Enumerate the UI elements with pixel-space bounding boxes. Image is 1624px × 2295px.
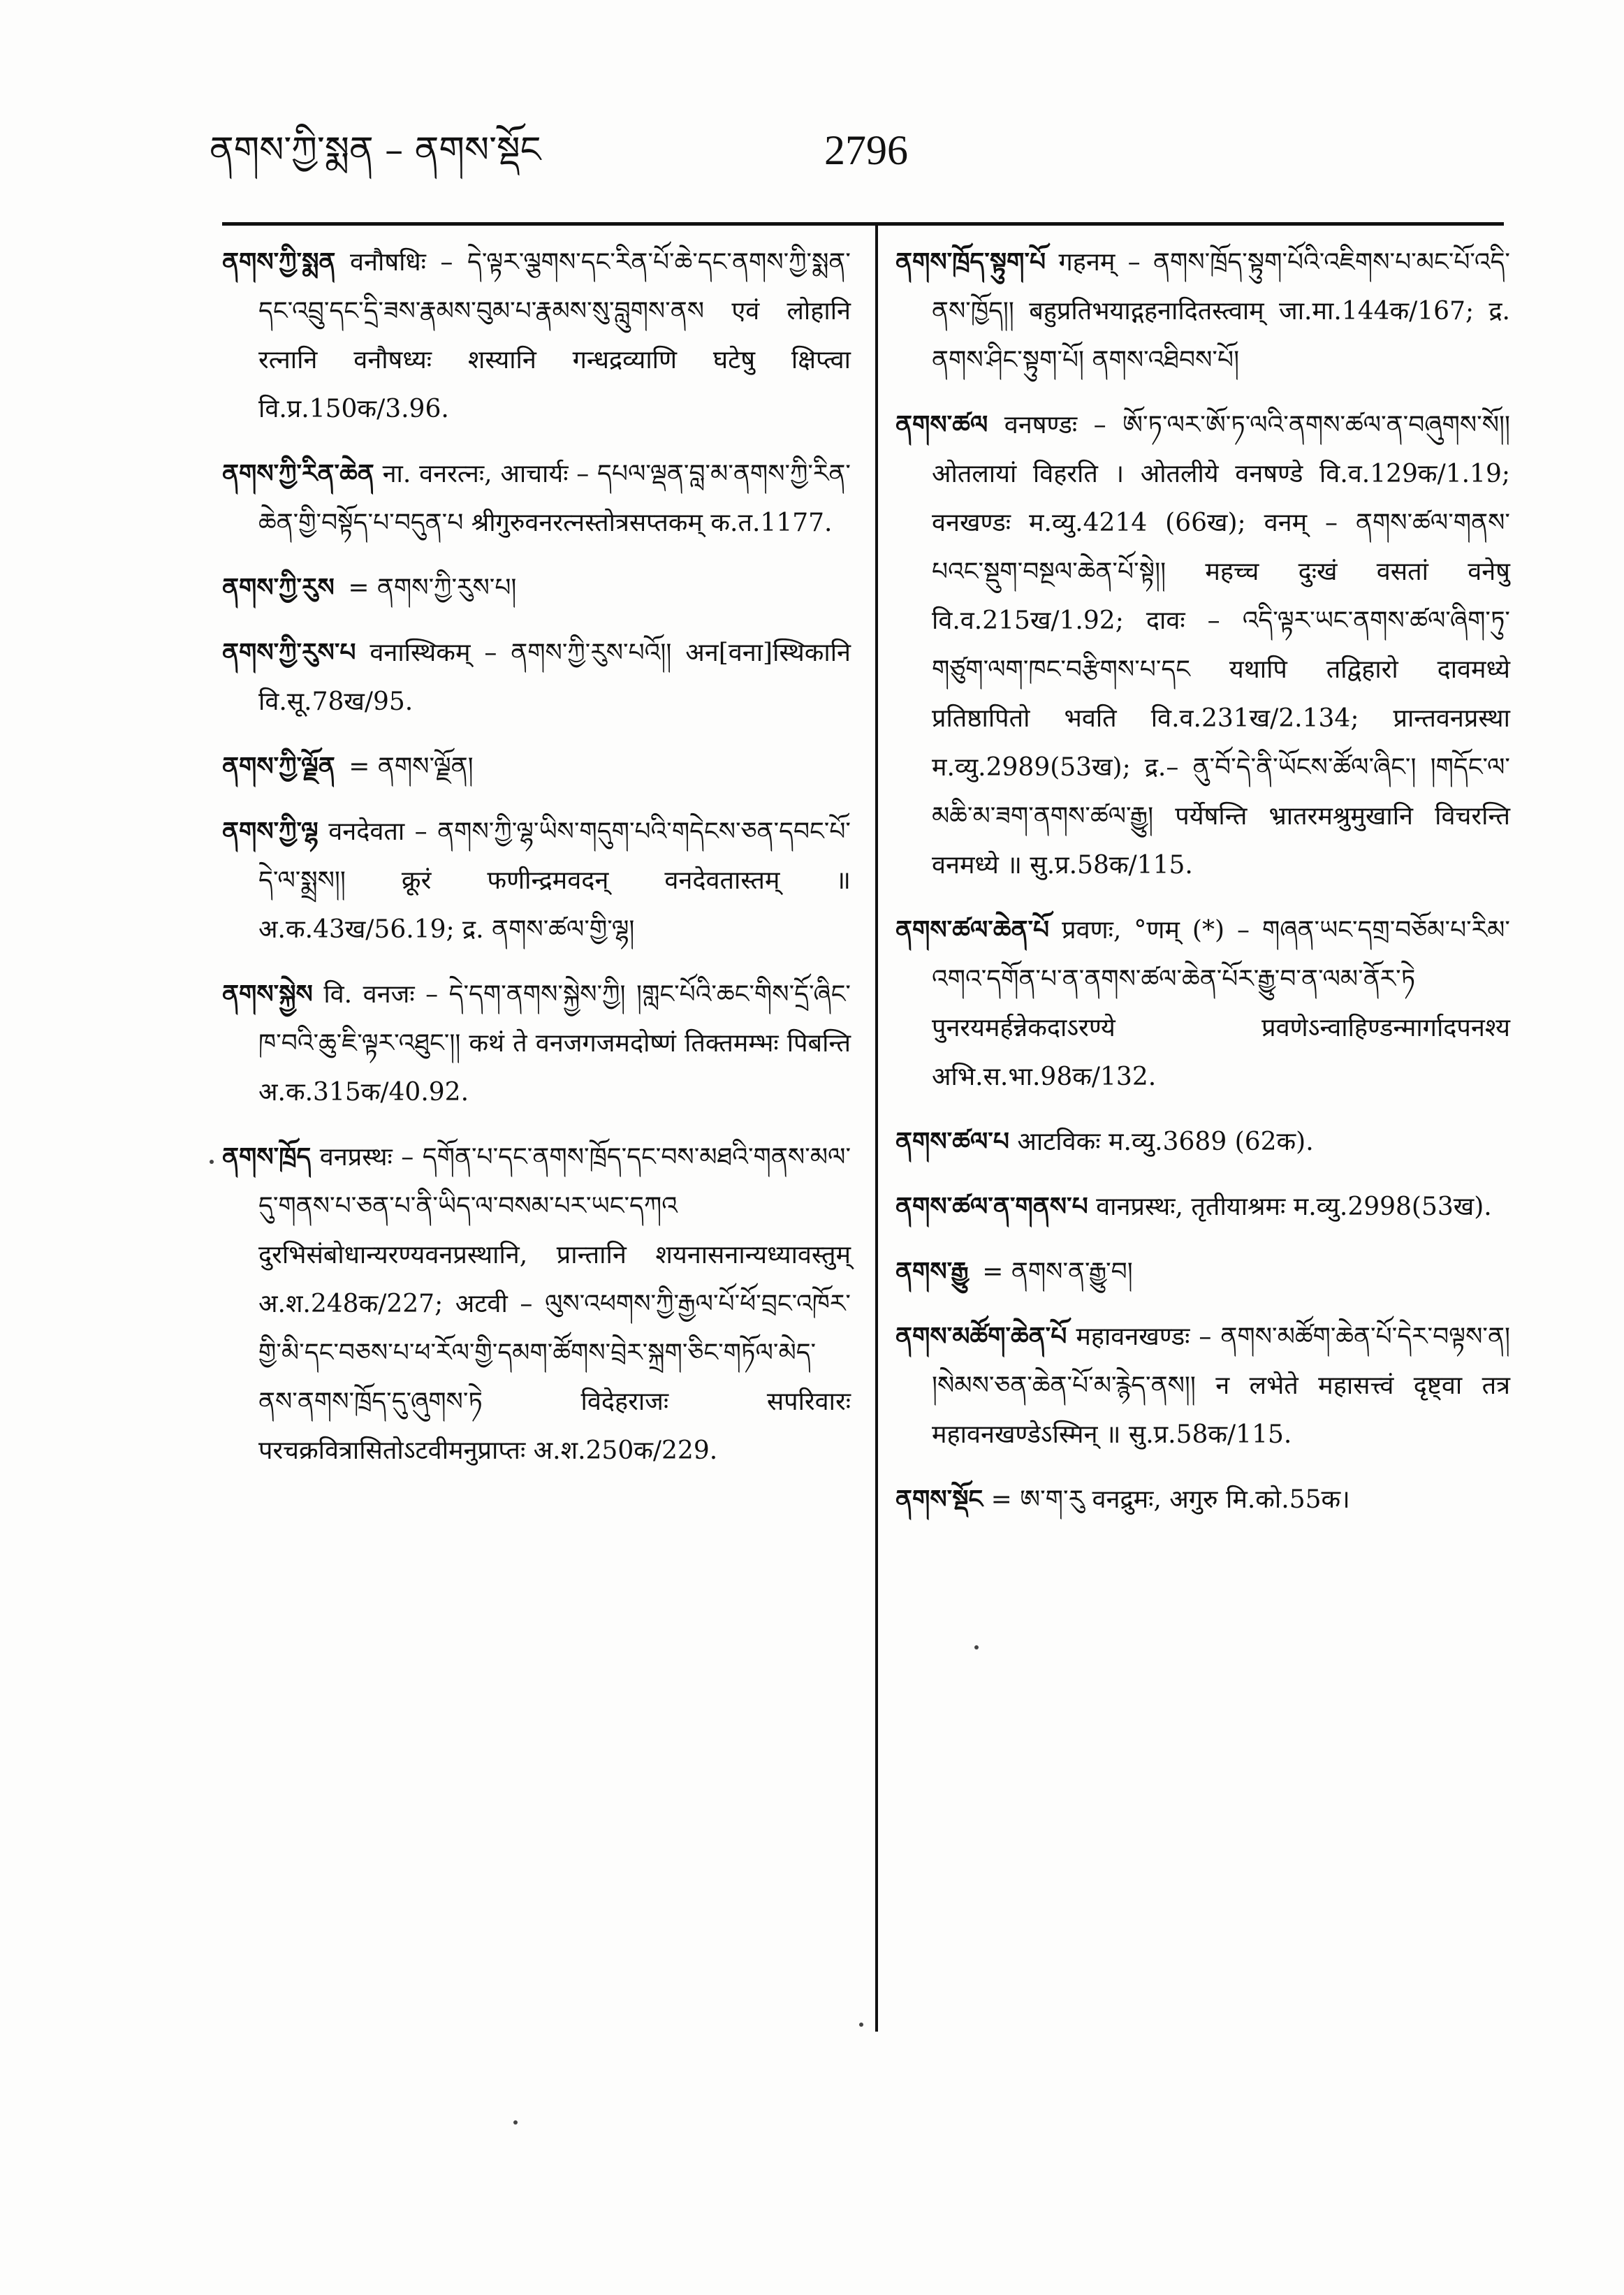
- dictionary-entry: [895, 1182, 1510, 1232]
- dictionary-entry: [895, 238, 1510, 385]
- entry-headword: ནགས་སྐྱེས: [222, 979, 313, 1009]
- column-divider: [875, 222, 878, 2032]
- scan-speck: [210, 1160, 214, 1164]
- dictionary-entry: [222, 628, 851, 727]
- entry-text: वनप्रस्थः – དགོན་པ་དང་ནགས་ཁྲོད་དང་བས་མཐའི་གནས་མལ་དུ་གནས་པ་ཅན་པ་ནི་ཡིད་ལ་བསམ་པར་ཡང་དཀའ दुरभिसंबोधान्यरण्यवनप्रस्थानि, प्रान्तानि शयनासनान्यध्यावस्तुम् अ.श.248क/227; अटवी – ལུས་འཕགས་ཀྱི་རྒྱལ་པོ་ཕོ་བྲང་འཁོར་གྱི་མི་དང་བཅས་པ་ཕ་རོལ་གྱི་དམག་ཚོགས་བྲེར་སྐྲག་ཅིང་གཏོལ་མེད་ནས་ནགས་ཁྲོད་དུ་ཞུགས་ཏེ विदेहराजः सपरिवारः परचक्रवित्रासितोऽटवीमनुप्राप्तः अ.श.250क/229.: [258, 1143, 851, 1465]
- dictionary-entry: [895, 905, 1510, 1102]
- entry-headword: ནགས་ཀྱི་ལྗོན: [222, 752, 335, 781]
- page-number: 2796: [824, 127, 908, 173]
- dictionary-entry: [222, 742, 851, 792]
- entry-headword: ནགས་ཚལ་ཆེན་པོ: [895, 915, 1050, 945]
- entry-text: प्रवणः, °णम् (*) – གཞན་ཡང་དགྲ་བཅོམ་པ་རིམ་འགའ་དགོན་པ་ན་ནགས་ཚལ་ཆེན་པོར་རྒྱུ་བ་ན་ལམ་ནོར་ཏེ पुनरयमर्हन्नेकदाऽरण्ये प्रवणेऽन्वाहिण्डन्मार्गादपनश्य अभि.स.भा.98क/132.: [932, 916, 1510, 1091]
- entry-headword: ནགས་ཁྲོད: [222, 1142, 312, 1172]
- dictionary-entry: [222, 449, 851, 548]
- dictionary-entry: [222, 238, 851, 434]
- dictionary-entry: [895, 1475, 1510, 1524]
- entry-headword: ནགས་རྒྱུ: [895, 1257, 969, 1286]
- entry-text: = ནགས་ཀྱི་རུས་པ།: [348, 574, 517, 602]
- dictionary-entry: [895, 1247, 1510, 1297]
- scan-speck: [974, 1645, 979, 1649]
- entry-headword: ནགས་ཀྱི་རིན་ཆེན: [222, 459, 374, 488]
- dictionary-entry: [222, 1132, 851, 1476]
- entry-headword: ནགས་ཀྱི་སྨན: [222, 247, 336, 277]
- dictionary-entry: [222, 563, 851, 613]
- entry-headword: ནགས་ཁྲོད་སྟུག་པོ: [895, 247, 1046, 277]
- entry-text: वनौषधिः – དེ་ལྟར་ལྕགས་དང་རིན་པོ་ཆེ་དང་ནགས་ཀྱི་སྨན་དང་འབྲུ་དང་དྲི་ཟས་རྣམས་བུམ་པ་རྣམས་སུ་བླུགས་ནས एवं लोहानि रत्नानि वनौषध्यः शस्यानि गन्धद्रव्याणि घटेषु क्षिप्त्वा वि.प्र.150क/3.96.: [258, 248, 851, 423]
- entry-headword: ནགས་ཀྱི་རུས: [222, 573, 335, 602]
- entry-headword: ནགས་སྡོང: [895, 1485, 983, 1514]
- dictionary-entry: [895, 1117, 1510, 1167]
- left-column: [222, 238, 851, 1491]
- dictionary-entry: [222, 970, 851, 1117]
- entry-text: वनास्थिकम् – ནགས་ཀྱི་རུས་པའོ།། अन[वना]स्थिकानि वि.सू.78ख/95.: [258, 639, 851, 716]
- entry-text: = ཨ་ག་རུ वनद्रुमः, अगुरु मि.को.55क।: [990, 1485, 1350, 1514]
- scan-speck: [513, 2120, 518, 2125]
- entry-text: गहनम् – ནགས་ཁྲོད་སྟུག་པོའི་འཇིགས་པ་མང་པོ་འདི་ནས་ཁྱོད།། बहुप्रतिभयाद्गहनादितस्त्वाम् जा.मा.144क/167; द्र. ནགས་ཤིང་སྟུག་པོ། ནགས་འཐིབས་པོ།: [932, 248, 1510, 374]
- header-rule: [222, 222, 1504, 226]
- entry-text: वानप्रस्थः, तृतीयाश्रमः म.व्यु.2998(53ख).: [1096, 1193, 1492, 1221]
- entry-text: = ནགས་ལྗོན།: [349, 752, 474, 781]
- entry-text: आटविकः म.व्यु.3689 (62क).: [1017, 1128, 1314, 1156]
- running-head: ནགས་ཀྱི་སྨན – ནགས་སྡོང: [210, 129, 541, 171]
- entry-text: महावनखण्डः – ནགས་མཚོག་ཆེན་པོ་དེར་བལྟས་ན། །སེམས་ཅན་ཆེན་པོ་མ་རྙེད་ནས།། न लभेते महासत्त्वं दृष्ट्वा तत्र महावनखण्डेऽस्मिन् ॥ सु.प्र.58क/115.: [932, 1323, 1510, 1449]
- entry-text: ना. वनरत्नः, आचार्यः – དཔལ་ལྡན་བླ་མ་ནགས་ཀྱི་རིན་ཆེན་གྱི་བསྟོད་པ་བདུན་པ श्रीगुरुवनरत्नस्तोत्रसप्तकम् क.त.1177.: [258, 460, 851, 537]
- entry-headword: ནགས་ཚལ་ན་གནས་པ: [895, 1192, 1088, 1221]
- dictionary-entry: [895, 400, 1510, 890]
- entry-headword: ནགས་ཚལ: [895, 410, 988, 439]
- right-column: [895, 238, 1510, 1540]
- entry-text: वनषण्डः – ཨོ་ཏ་ལར་ཨོ་ཏ་ལའི་ནགས་ཚལ་ན་བཞུགས་སོ།། ओतलायां विहरति । ओतलीये वनषण्डे वि.व.129क/1.19; वनखण्डः म.व्यु.4214 (66ख); वनम् – ནགས་ཚལ་གནས་པའང་སྡུག་བསྔལ་ཆེན་པོ་སྟེ།། महच्च दुःखं वसतां वनेषु वि.व.215ख/1.92; दावः – འདི་ལྟར་ཡང་ནགས་ཚལ་ཞིག་ཏུ་གཙུག་ལག་ཁང་བརྩིགས་པ་དང यथापि तद्विहारो दावमध्ये प्रतिष्ठापितो भवति वि.व.231ख/2.134; प्रान्तवनप्रस्था म.व्यु.2989(53ख); द्र.– ནུ་བོ་དེ་ནི་ཡོངས་ཚོལ་ཞིང་། །གདོང་ལ་མཆི་མ་ཟག་ནགས་ཚལ་རྒྱུ། पर्येषन्ति भ्रातरमश्रुमुखानि विचरन्ति वनमध्ये ॥ सु.प्र.58क/115.: [932, 411, 1510, 880]
- entry-text: वनदेवता – ནགས་ཀྱི་ལྷ་ཡིས་གདུག་པའི་གདེངས་ཅན་དབང་པོ་དེ་ལ་སྨྲས།། क्रूरं फणीन्द्रमवदन् वनदेवतास्तम् ॥ अ.क.43ख/56.19; द्र. ནགས་ཚལ་གྱི་ལྷ།: [258, 817, 851, 944]
- dictionary-entry: [895, 1312, 1510, 1459]
- entry-text: = ནགས་ན་རྒྱུ་བ།: [982, 1258, 1133, 1286]
- scan-speck: [859, 2023, 863, 2027]
- dictionary-entry: [222, 807, 851, 954]
- entry-headword: ནགས་ཚལ་པ: [895, 1127, 1009, 1156]
- entry-headword: ནགས་ཀྱི་རུས་པ: [222, 638, 356, 667]
- entry-headword: ནགས་ཀྱི་ལྷ: [222, 817, 319, 846]
- entry-text: वि. वनजः – དེ་དག་ནགས་སྐྱེས་ཀྱི། །གླང་པོའི་ཆང་གིས་དྲོ་ཞིང་ཁ་བའི་ཆུ་ཇི་ལྟར་འཐུང༌།། कथं ते वनजगजमदोष्णं तिक्तमम्भः पिबन्ति अ.क.315क/40.92.: [258, 980, 851, 1107]
- entry-headword: ནགས་མཚོག་ཆེན་པོ: [895, 1322, 1067, 1351]
